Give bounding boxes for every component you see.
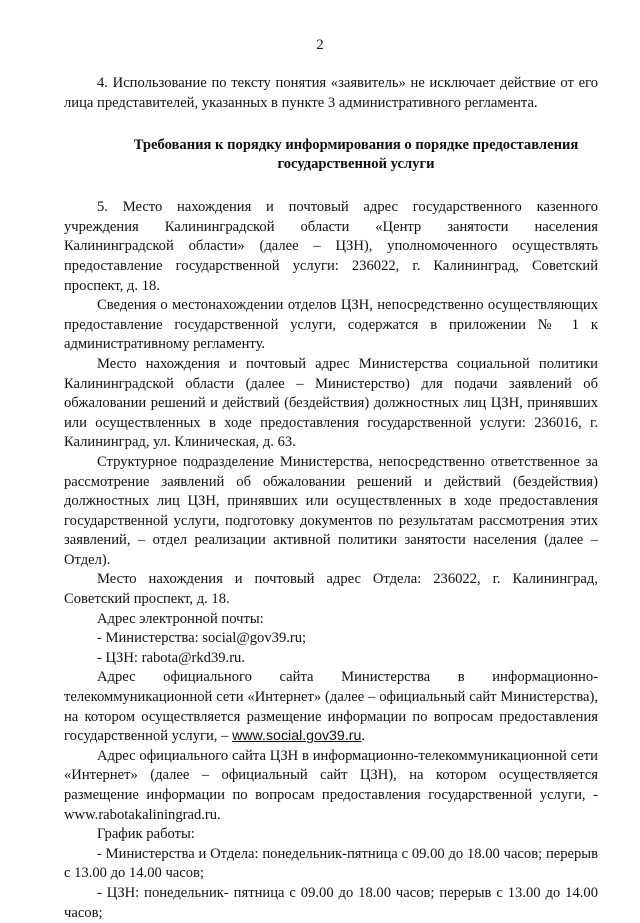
paragraph-site-ministry bbox=[64, 668, 598, 746]
paragraph-4: 4. Использование по тексту понятия «заявитель» не исключает действие от его лица представителей, указанных в пункте 3 административного регламента. bbox=[64, 75, 598, 111]
paragraph-5: 5. Место нахождения и почтовый адрес государственного казенного учреждения Калининградской области «Центр занятости населения Калининградской области» (далее – ЦЗН), уполномоченного осуществлять предоставление государственной услуги: 236022, г. Калининград, Советский проспект, д. 18. bbox=[64, 199, 598, 294]
paragraph-ministry-address: Место нахождения и почтовый адрес Министерства социальной политики Калининградской области (далее – Министерство) для подачи заявлений об обжаловании решений и действий (бездействия) должностных лиц ЦЗН, принявших или осуществленных в ходе предоставления государственной услуги: 236016, г. Калининград, ул. Клиническая, д. 63. bbox=[64, 355, 598, 451]
schedule-czn: - ЦЗН: понедельник- пятница с 09.00 до 18.00 часов; перерыв с 13.00 до 14.00 часов; bbox=[64, 884, 598, 921]
site-ministry-text: Адрес официального сайта Министерства в информационно-телекоммуникационной сети «Интернет» (далее – официальный сайт Министерства), на котором осуществляется размещение информации по вопросам предоставления государственной услуги, – bbox=[64, 669, 598, 745]
email-czn: - ЦЗН: rabota@rkd39.ru. bbox=[97, 649, 246, 666]
email-ministry: - Министерства: social@gov39.ru; bbox=[97, 630, 307, 647]
paragraph-site-czn: Адрес официального сайта ЦЗН в информационно-телекоммуникационной сети «Интернет» (далее – официальный сайт ЦЗН), на котором осуществляется размещение информации по вопросам предоставления государственной услуги, - www.rabotakaliningrad.ru. bbox=[64, 747, 598, 823]
section-heading: Требования к порядку информирования о порядке предоставления государственной услуги bbox=[133, 137, 579, 173]
paragraph-otdely: Сведения о местонахождении отделов ЦЗН, непосредственно осуществляющих предоставление государственной услуги, содержатся в приложении № 1 к административному регламенту. bbox=[64, 297, 598, 353]
document-body bbox=[64, 74, 598, 923]
schedule-ministry: - Министерства и Отдела: понедельник-пятница с 09.00 до 18.00 часов; перерыв с 13.00 до 14.00 часов; bbox=[64, 845, 598, 882]
site-ministry-end: . bbox=[361, 728, 366, 745]
schedule-heading: График работы: bbox=[97, 826, 195, 843]
site-ministry-link[interactable]: www.social.gov39.ru bbox=[232, 728, 362, 745]
email-heading: Адрес электронной почты: bbox=[97, 610, 264, 627]
paragraph-otdel-address: Место нахождения и почтовый адрес Отдела: 236022, г. Калининград, Советский проспект, д. 18. bbox=[64, 571, 598, 608]
paragraph-structural-unit: Структурное подразделение Министерства, непосредственно ответственное за рассмотрение заявлений об обжаловании решений и действий (бездействия) должностных лиц ЦЗН, принявших или осуществленных в ходе предоставления государственной услуги, подготовку документов по результатам рассмотрения этих заявлений, – отдел реализации активной политики занятости населения (далее – Отдел). bbox=[64, 453, 598, 568]
page-number: 2 bbox=[316, 37, 324, 53]
